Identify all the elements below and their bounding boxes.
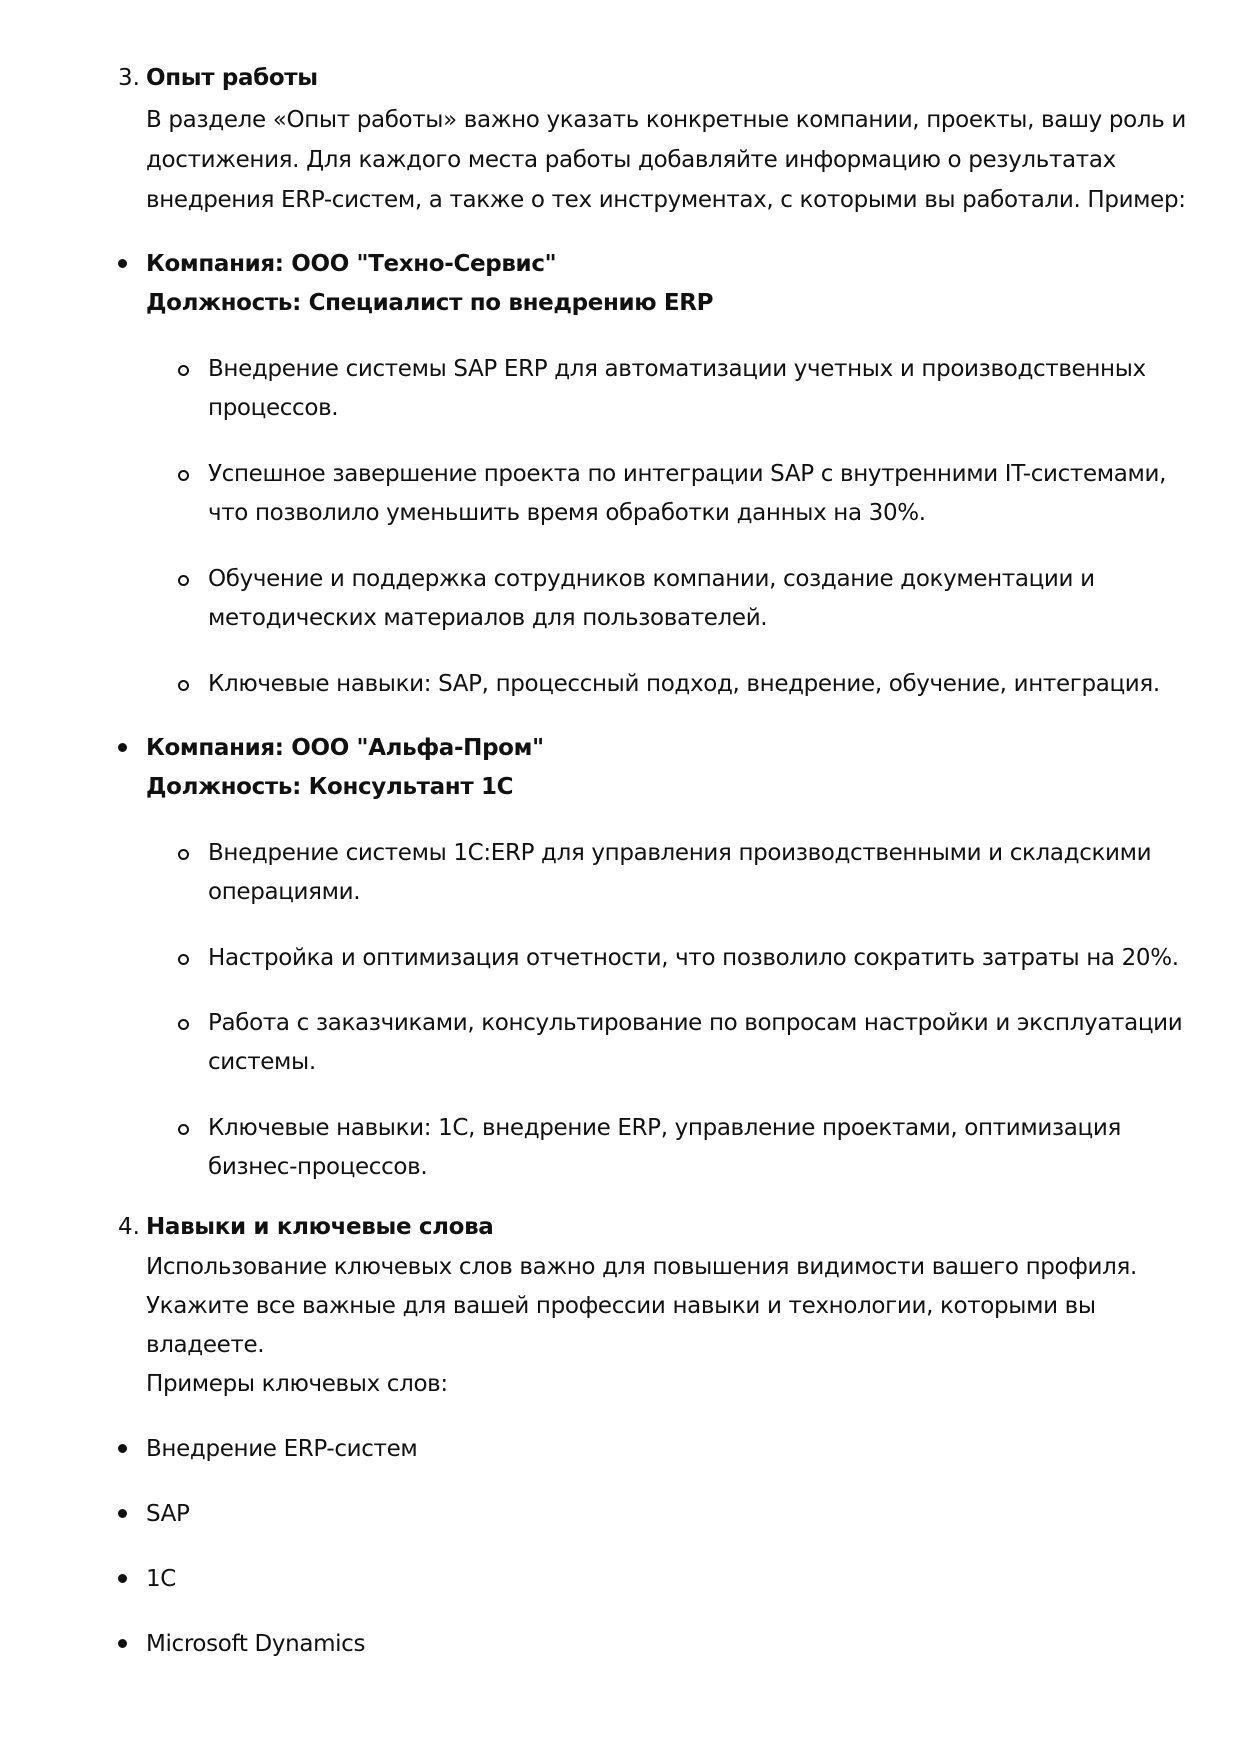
section-number: 4. bbox=[118, 1214, 140, 1240]
section-intro-line: достижения. Для каждого места работы добавляйте информацию о результатах bbox=[146, 147, 1116, 173]
bullet-disc-icon bbox=[118, 1444, 127, 1453]
section-intro-line: Укажите все важные для вашей профессии навыки и технологии, которыми вы bbox=[146, 1293, 1096, 1319]
bullet-circle-icon bbox=[178, 575, 189, 586]
job-company: Компания: ООО "Альфа-Пром" bbox=[146, 735, 544, 761]
bullet-circle-icon bbox=[178, 680, 189, 691]
section-number: 3. bbox=[118, 65, 140, 91]
job-item-line: Успешное завершение проекта по интеграции SAP с внутренними IT-системами, bbox=[208, 461, 1167, 487]
bullet-disc-icon bbox=[118, 1509, 127, 1518]
bullet-disc-icon bbox=[118, 743, 127, 752]
job-item-line: методических материалов для пользователей. bbox=[208, 605, 768, 631]
bullet-circle-icon bbox=[178, 470, 189, 481]
keyword-item: Внедрение ERP-систем bbox=[146, 1436, 418, 1462]
job-position: Должность: Консультант 1С bbox=[146, 774, 514, 800]
job-item-line: Ключевые навыки: SAP, процессный подход, внедрение, обучение, интеграция. bbox=[208, 671, 1160, 697]
job-company: Компания: ООО "Техно-Сервис" bbox=[146, 251, 557, 277]
bullet-disc-icon bbox=[118, 1574, 127, 1583]
keyword-item: Microsoft Dynamics bbox=[146, 1631, 366, 1657]
bullet-circle-icon bbox=[178, 1124, 189, 1135]
bullet-disc-icon bbox=[118, 1639, 127, 1648]
job-item-line: операциями. bbox=[208, 879, 361, 905]
keyword-item: 1С bbox=[146, 1566, 176, 1592]
job-item-line: Настройка и оптимизация отчетности, что позволило сократить затраты на 20%. bbox=[208, 945, 1179, 971]
bullet-disc-icon bbox=[118, 259, 127, 268]
bullet-circle-icon bbox=[178, 954, 189, 965]
section-title: Опыт работы bbox=[146, 65, 318, 91]
job-item-line: Ключевые навыки: 1С, внедрение ERP, управление проектами, оптимизация bbox=[208, 1115, 1121, 1141]
job-item-line: процессов. bbox=[208, 395, 339, 421]
bullet-circle-icon bbox=[178, 1019, 189, 1030]
bullet-circle-icon bbox=[178, 849, 189, 860]
keyword-item: SAP bbox=[146, 1501, 190, 1527]
bullet-circle-icon bbox=[178, 365, 189, 376]
job-item-line: Внедрение системы SAP ERP для автоматизации учетных и производственных bbox=[208, 356, 1146, 382]
job-item-line: Внедрение системы 1С:ERP для управления производственными и складскими bbox=[208, 840, 1152, 866]
section-intro-line: внедрения ERP-систем, а также о тех инструментах, с которыми вы работали. Пример: bbox=[146, 187, 1186, 213]
job-item-line: Обучение и поддержка сотрудников компании, создание документации и bbox=[208, 566, 1095, 592]
section-title: Навыки и ключевые слова bbox=[146, 1214, 494, 1240]
job-item-line: системы. bbox=[208, 1049, 316, 1075]
section-intro-line: Примеры ключевых слов: bbox=[146, 1371, 448, 1397]
job-item-line: Работа с заказчиками, консультирование по вопросам настройки и эксплуатации bbox=[208, 1010, 1183, 1036]
section-intro-line: В разделе «Опыт работы» важно указать конкретные компании, проекты, вашу роль и bbox=[146, 107, 1186, 133]
job-position: Должность: Специалист по внедрению ERP bbox=[146, 290, 714, 316]
section-intro-line: владеете. bbox=[146, 1332, 265, 1358]
job-item-line: что позволило уменьшить время обработки данных на 30%. bbox=[208, 500, 926, 526]
section-intro-line: Использование ключевых слов важно для повышения видимости вашего профиля. bbox=[146, 1254, 1137, 1280]
job-item-line: бизнес-процессов. bbox=[208, 1154, 428, 1180]
